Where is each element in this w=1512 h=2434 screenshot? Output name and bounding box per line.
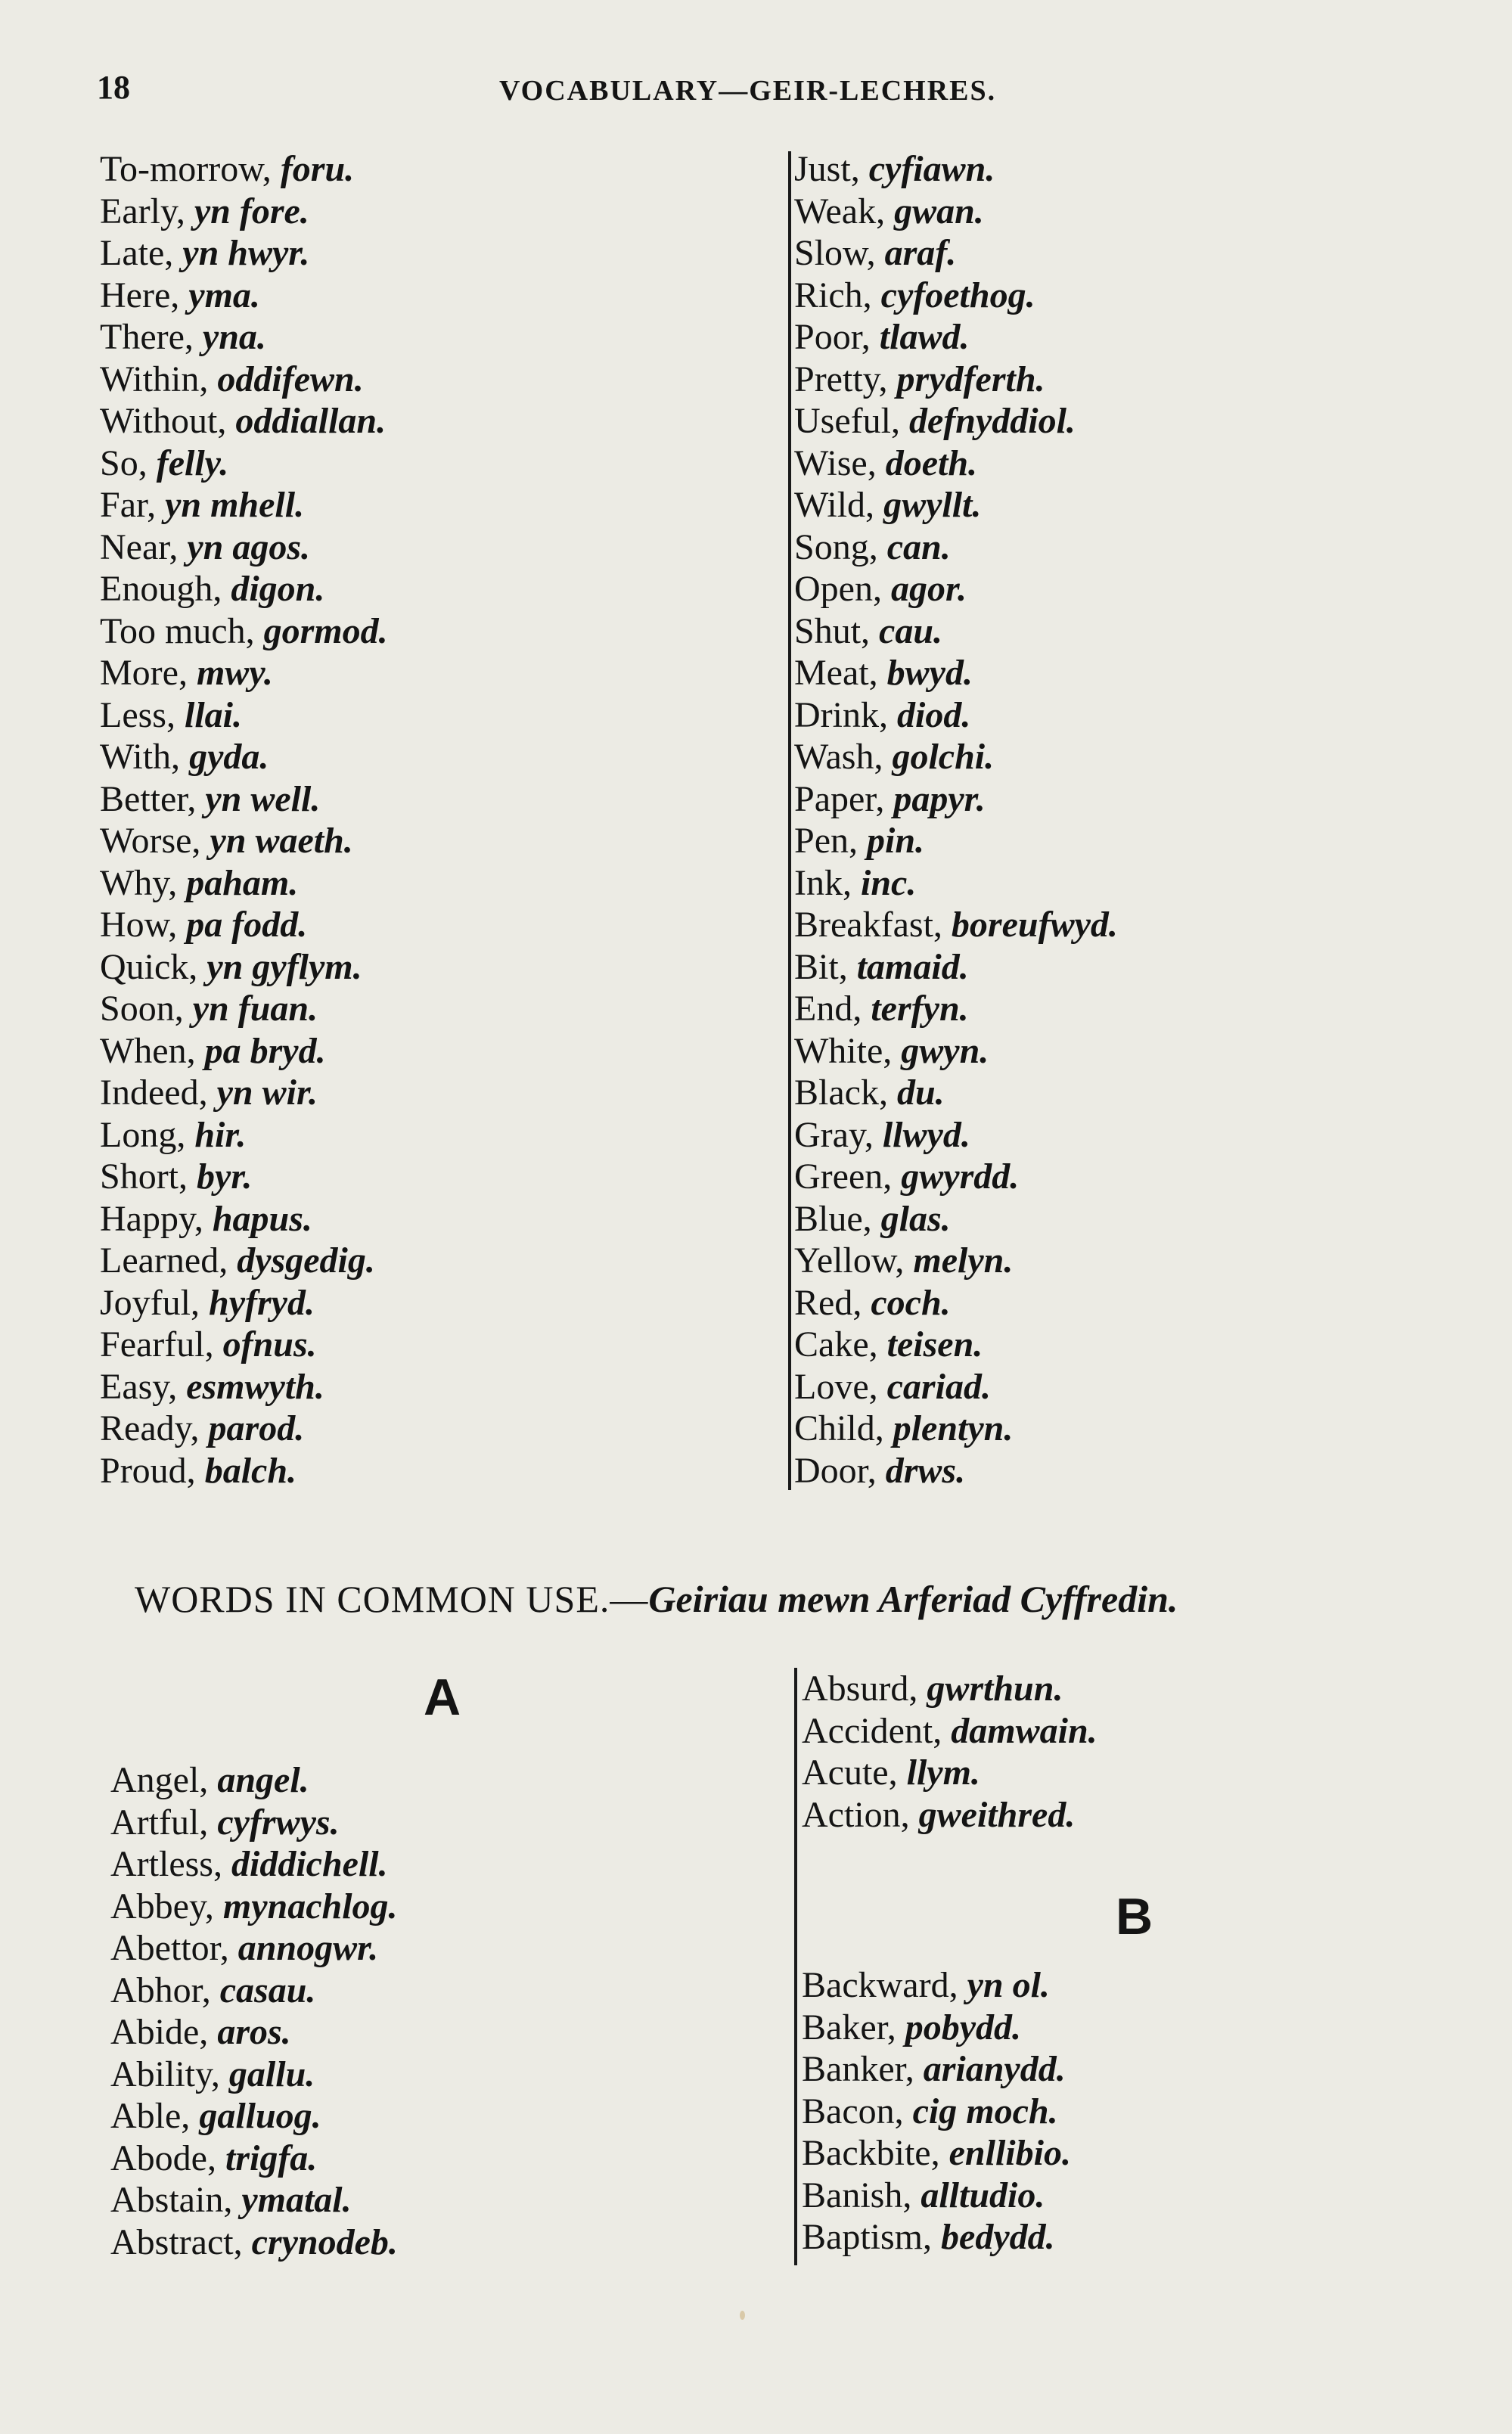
welsh-word: du. [896, 1073, 945, 1113]
welsh-word: mwy. [196, 653, 273, 693]
english-word: Cake, [794, 1324, 887, 1364]
english-word: Abstain, [110, 2180, 242, 2220]
english-word: Late, [100, 233, 183, 273]
welsh-word: paham. [186, 862, 299, 903]
vocab-entry [794, 568, 1118, 610]
vocab-entry [100, 1030, 388, 1073]
welsh-word: yn fore. [194, 191, 309, 231]
welsh-word: glas. [880, 1198, 951, 1239]
vocab-entry [110, 2179, 398, 2221]
vocab-entry [794, 820, 1118, 862]
welsh-word: tamaid. [856, 946, 969, 987]
english-word: Happy, [100, 1198, 213, 1239]
welsh-word: yn hwyr. [182, 233, 310, 273]
english-word: Artful, [110, 1802, 218, 1843]
vocab-entry [100, 1198, 388, 1240]
section-heading [135, 1577, 1178, 1621]
welsh-word: diddichell. [231, 1844, 388, 1884]
english-word: Ready, [100, 1408, 209, 1448]
welsh-word: felly. [156, 442, 229, 483]
english-word: Banish, [802, 2175, 921, 2215]
vocab-entry [794, 610, 1118, 653]
vocab-entry [802, 2175, 1071, 2217]
english-word: Wise, [794, 442, 886, 483]
welsh-word: gormod. [263, 610, 388, 651]
vocab-entry [110, 2095, 398, 2138]
english-word: Without, [100, 401, 236, 441]
english-word: To-morrow, [100, 149, 281, 189]
english-word: Acute, [802, 1753, 907, 1793]
vocab-entry [100, 946, 388, 989]
vocab-entry [100, 359, 388, 401]
vocab-entry [794, 694, 1118, 737]
vocab-entry [100, 1450, 388, 1492]
vocab-entry [794, 1282, 1118, 1324]
words-a-right-column [802, 1668, 1098, 1836]
vocabulary-left-column [100, 148, 388, 1492]
english-word: Pen, [794, 821, 867, 861]
vocab-entry [794, 1072, 1118, 1114]
vocab-entry [802, 1752, 1098, 1794]
vocab-entry [802, 1668, 1098, 1710]
welsh-word: digon. [231, 569, 325, 609]
english-word: So, [100, 442, 157, 483]
vocab-entry [794, 904, 1118, 946]
welsh-word: balch. [204, 1450, 297, 1491]
english-word: Baker, [802, 2007, 905, 2047]
vocab-entry [794, 1156, 1118, 1198]
welsh-word: cig moch. [912, 2091, 1058, 2131]
welsh-word: hir. [194, 1114, 247, 1155]
vocab-entry [110, 1970, 398, 2012]
vocab-entry [794, 1198, 1118, 1240]
english-word: Early, [100, 191, 194, 231]
english-word: Proud, [100, 1450, 205, 1491]
welsh-word: galluog. [199, 2096, 321, 2136]
welsh-word: alltudio. [921, 2175, 1045, 2215]
welsh-word: bwyd. [886, 653, 973, 693]
vocab-entry [110, 1886, 398, 1928]
welsh-word: aros. [217, 2012, 291, 2052]
english-word: Soon, [100, 989, 193, 1029]
vocab-entry [794, 400, 1118, 442]
welsh-word: pa fodd. [186, 905, 308, 945]
welsh-word: defnyddiol. [908, 401, 1076, 441]
welsh-word: teisen. [886, 1324, 983, 1364]
english-word: Abide, [110, 2012, 218, 2052]
vocab-entry [100, 904, 388, 946]
welsh-word: terfyn. [871, 989, 969, 1029]
english-word: Ink, [794, 862, 861, 903]
vocab-entry [802, 2048, 1071, 2091]
english-word: Meat, [794, 653, 887, 693]
english-word: Angel, [110, 1760, 218, 1800]
vocab-entry [100, 400, 388, 442]
vocab-entry [794, 652, 1118, 694]
vocab-entry [110, 2054, 398, 2096]
english-word: Poor, [794, 317, 880, 357]
vocab-entry [100, 862, 388, 905]
english-word: Wash, [794, 737, 893, 777]
welsh-word: cau. [879, 610, 943, 651]
welsh-word: mynachlog. [222, 1886, 398, 1926]
english-word: Able, [110, 2096, 200, 2136]
welsh-word: inc. [860, 862, 917, 903]
vocab-entry [794, 526, 1118, 569]
english-word: Within, [100, 359, 218, 399]
vocab-entry [110, 1759, 398, 1802]
vocab-entry [110, 1802, 398, 1844]
welsh-word: yna. [202, 317, 266, 357]
vocab-entry [794, 862, 1118, 905]
welsh-word: golchi. [892, 737, 995, 777]
vocab-entry [100, 442, 388, 485]
welsh-word: yn fuan. [192, 989, 318, 1029]
vocab-entry [100, 275, 388, 317]
english-word: Red, [794, 1282, 871, 1323]
section-heading-welsh: Geiriau mewn Arferiad Cyffredin. [648, 1578, 1178, 1620]
english-word: Song, [794, 526, 887, 567]
welsh-word: trigfa. [225, 2138, 318, 2178]
english-word: Child, [794, 1408, 893, 1448]
welsh-word: dysgedig. [237, 1240, 375, 1281]
vocab-entry [794, 359, 1118, 401]
welsh-word: parod. [208, 1408, 305, 1448]
column-divider [794, 1668, 797, 2265]
welsh-word: crynodeb. [251, 2221, 398, 2262]
welsh-word: llym. [906, 1753, 980, 1793]
english-word: Baptism, [802, 2217, 942, 2257]
vocab-entry [100, 778, 388, 821]
vocab-entry [794, 232, 1118, 275]
english-word: Fearful, [100, 1324, 223, 1364]
english-word: Joyful, [100, 1282, 209, 1323]
welsh-word: yma. [188, 275, 260, 315]
english-word: Paper, [794, 778, 894, 819]
vocab-entry [802, 2216, 1071, 2259]
welsh-word: pobydd. [905, 2007, 1021, 2047]
english-word: Abettor, [110, 1928, 238, 1968]
vocab-entry [100, 568, 388, 610]
vocab-entry [100, 988, 388, 1030]
welsh-word: pin. [867, 821, 925, 861]
welsh-word: enllibio. [948, 2133, 1071, 2173]
vocab-entry [100, 484, 388, 526]
english-word: Action, [802, 1794, 919, 1835]
welsh-word: llwyd. [882, 1114, 970, 1155]
english-word: Slow, [794, 233, 885, 273]
welsh-word: agor. [890, 569, 967, 609]
page-number: 18 [97, 69, 130, 106]
welsh-word: gyda. [189, 737, 269, 777]
welsh-word: ymatal. [241, 2180, 352, 2220]
vocab-entry [802, 2091, 1071, 2133]
english-word: Artless, [110, 1844, 231, 1884]
welsh-word: oddiallan. [235, 401, 387, 441]
english-word: Wild, [794, 485, 884, 525]
english-word: Ability, [110, 2054, 229, 2094]
english-word: With, [100, 737, 190, 777]
vocab-entry [794, 1366, 1118, 1408]
english-word: End, [794, 989, 871, 1029]
english-word: Short, [100, 1156, 197, 1197]
english-word: Green, [794, 1156, 902, 1197]
english-word: How, [100, 905, 187, 945]
vocab-entry [794, 946, 1118, 989]
vocab-entry [794, 1240, 1118, 1282]
english-word: Absurd, [802, 1669, 927, 1709]
english-word: Abode, [110, 2138, 225, 2178]
welsh-word: damwain. [951, 1710, 1098, 1751]
english-word: Quick, [100, 946, 207, 987]
english-word: Near, [100, 526, 188, 567]
welsh-word: plentyn. [893, 1408, 1014, 1448]
vocab-entry [794, 442, 1118, 485]
vocab-entry [802, 1964, 1071, 2007]
welsh-word: prydferth. [896, 359, 1045, 399]
vocab-entry [110, 1843, 398, 1886]
welsh-word: diod. [896, 694, 971, 735]
vocab-entry [100, 1156, 388, 1198]
english-word: Bacon, [802, 2091, 913, 2131]
welsh-word: bedydd. [941, 2217, 1055, 2257]
welsh-word: yn agos. [187, 526, 311, 567]
welsh-word: doeth. [885, 442, 978, 483]
welsh-word: llai. [184, 694, 242, 735]
welsh-word: gweithred. [918, 1794, 1076, 1835]
vocab-entry [794, 275, 1118, 317]
welsh-word: angel. [217, 1760, 309, 1800]
vocab-entry [100, 1114, 388, 1156]
vocab-entry [802, 1794, 1098, 1836]
welsh-word: gallu. [228, 2054, 315, 2094]
welsh-word: byr. [197, 1156, 253, 1197]
vocab-entry [100, 1366, 388, 1408]
welsh-word: gwrthun. [927, 1669, 1063, 1709]
english-word: Backbite, [802, 2133, 949, 2173]
welsh-word: gwyllt. [883, 485, 982, 525]
english-word: Weak, [794, 191, 895, 231]
welsh-word: cyfrwys. [217, 1802, 340, 1843]
vocab-entry [802, 2007, 1071, 2049]
vocab-entry [794, 316, 1118, 359]
vocab-entry [100, 148, 388, 191]
welsh-word: gwyn. [901, 1030, 989, 1071]
words-b-column [802, 1964, 1071, 2259]
english-word: Door, [794, 1450, 886, 1491]
english-word: Rich, [794, 275, 881, 315]
vocab-entry [100, 694, 388, 737]
english-word: Black, [794, 1073, 897, 1113]
english-word: More, [100, 653, 197, 693]
vocab-entry [794, 148, 1118, 191]
english-word: Here, [100, 275, 189, 315]
welsh-word: foru. [280, 149, 355, 189]
welsh-word: yn wir. [216, 1073, 318, 1113]
section-heading-english: WORDS IN COMMON USE.— [135, 1578, 649, 1620]
vocab-entry [100, 191, 388, 233]
welsh-word: pa bryd. [204, 1030, 326, 1071]
english-word: Indeed, [100, 1073, 217, 1113]
english-word: Gray, [794, 1114, 883, 1155]
welsh-word: coch. [871, 1282, 951, 1323]
english-word: Better, [100, 778, 206, 819]
welsh-word: yn mhell. [165, 485, 305, 525]
english-word: Abstract, [110, 2221, 252, 2262]
english-word: Backward, [802, 1965, 967, 2005]
vocab-entry [110, 1927, 398, 1970]
welsh-word: boreufwyd. [951, 905, 1118, 945]
welsh-word: yn gyflym. [206, 946, 362, 987]
english-word: Easy, [100, 1366, 187, 1407]
english-word: Yellow, [794, 1240, 914, 1281]
vocab-entry [802, 2132, 1071, 2175]
vocab-entry [100, 526, 388, 569]
english-word: Less, [100, 694, 185, 735]
english-word: Breakfast, [794, 905, 952, 945]
english-word: Blue, [794, 1198, 881, 1239]
english-word: Abhor, [110, 1970, 220, 2010]
welsh-word: arianydd. [923, 2049, 1066, 2089]
english-word: Just, [794, 149, 869, 189]
english-word: Drink, [794, 694, 897, 735]
english-word: Learned, [100, 1240, 238, 1281]
welsh-word: cyfiawn. [868, 149, 995, 189]
english-word: Enough, [100, 569, 231, 609]
english-word: Open, [794, 569, 891, 609]
english-word: Useful, [794, 401, 909, 441]
vocab-entry [794, 191, 1118, 233]
english-word: There, [100, 317, 203, 357]
column-divider [788, 151, 791, 1490]
welsh-word: ofnus. [222, 1324, 317, 1364]
vocab-entry [794, 1114, 1118, 1156]
english-word: Accident, [802, 1710, 952, 1751]
welsh-word: cariad. [886, 1366, 991, 1407]
english-word: Shut, [794, 610, 880, 651]
vocab-entry [100, 232, 388, 275]
welsh-word: gwan. [894, 191, 984, 231]
vocab-entry [110, 2138, 398, 2180]
vocab-entry [100, 652, 388, 694]
vocab-entry [100, 820, 388, 862]
vocab-entry [794, 1030, 1118, 1073]
vocab-entry [100, 1324, 388, 1366]
welsh-word: oddifewn. [217, 359, 364, 399]
english-word: Abbey, [110, 1886, 223, 1926]
english-word: Banker, [802, 2049, 924, 2089]
welsh-word: hapus. [212, 1198, 312, 1239]
welsh-word: esmwyth. [186, 1366, 324, 1407]
vocab-entry [100, 316, 388, 359]
vocab-entry [794, 778, 1118, 821]
welsh-word: papyr. [893, 778, 986, 819]
vocab-entry [110, 2011, 398, 2054]
english-word: Love, [794, 1366, 887, 1407]
vocab-entry [100, 1408, 388, 1450]
english-word: Why, [100, 862, 187, 903]
welsh-word: drws. [885, 1450, 966, 1491]
vocab-entry [794, 1408, 1118, 1450]
english-word: Too much, [100, 610, 264, 651]
vocab-entry [100, 1072, 388, 1114]
vocab-entry [794, 988, 1118, 1030]
vocab-entry [802, 1710, 1098, 1753]
running-title: VOCABULARY—GEIR-LECHRES. [499, 75, 997, 107]
english-word: Far, [100, 485, 166, 525]
welsh-word: araf. [884, 233, 957, 273]
vocab-entry [794, 736, 1118, 778]
letter-heading-a: A [424, 1669, 461, 1726]
english-word: When, [100, 1030, 205, 1071]
words-a-left-column [110, 1759, 398, 2263]
english-word: Pretty, [794, 359, 897, 399]
vocab-entry [100, 1282, 388, 1324]
welsh-word: hyfryd. [209, 1282, 315, 1323]
vocab-entry [100, 610, 388, 653]
welsh-word: cyfoethog. [880, 275, 1035, 315]
vocab-entry [100, 1240, 388, 1282]
english-word: White, [794, 1030, 902, 1071]
welsh-word: casau. [219, 1970, 316, 2010]
vocab-entry [100, 736, 388, 778]
welsh-word: yn waeth. [210, 821, 353, 861]
welsh-word: annogwr. [238, 1928, 379, 1968]
welsh-word: can. [886, 526, 951, 567]
vocab-entry [794, 484, 1118, 526]
letter-heading-b: B [1116, 1888, 1153, 1945]
vocabulary-right-column [794, 148, 1118, 1492]
welsh-word: tlawd. [879, 317, 970, 357]
welsh-word: yn ol. [967, 1965, 1050, 2005]
english-word: Long, [100, 1114, 195, 1155]
english-word: Bit, [794, 946, 857, 987]
vocab-entry [794, 1324, 1118, 1366]
english-word: Worse, [100, 821, 210, 861]
welsh-word: melyn. [913, 1240, 1014, 1281]
welsh-word: yn well. [205, 778, 321, 819]
vocab-entry [794, 1450, 1118, 1492]
welsh-word: gwyrdd. [901, 1156, 1020, 1197]
vocab-entry [110, 2221, 398, 2264]
paper-blemish [740, 2311, 745, 2320]
